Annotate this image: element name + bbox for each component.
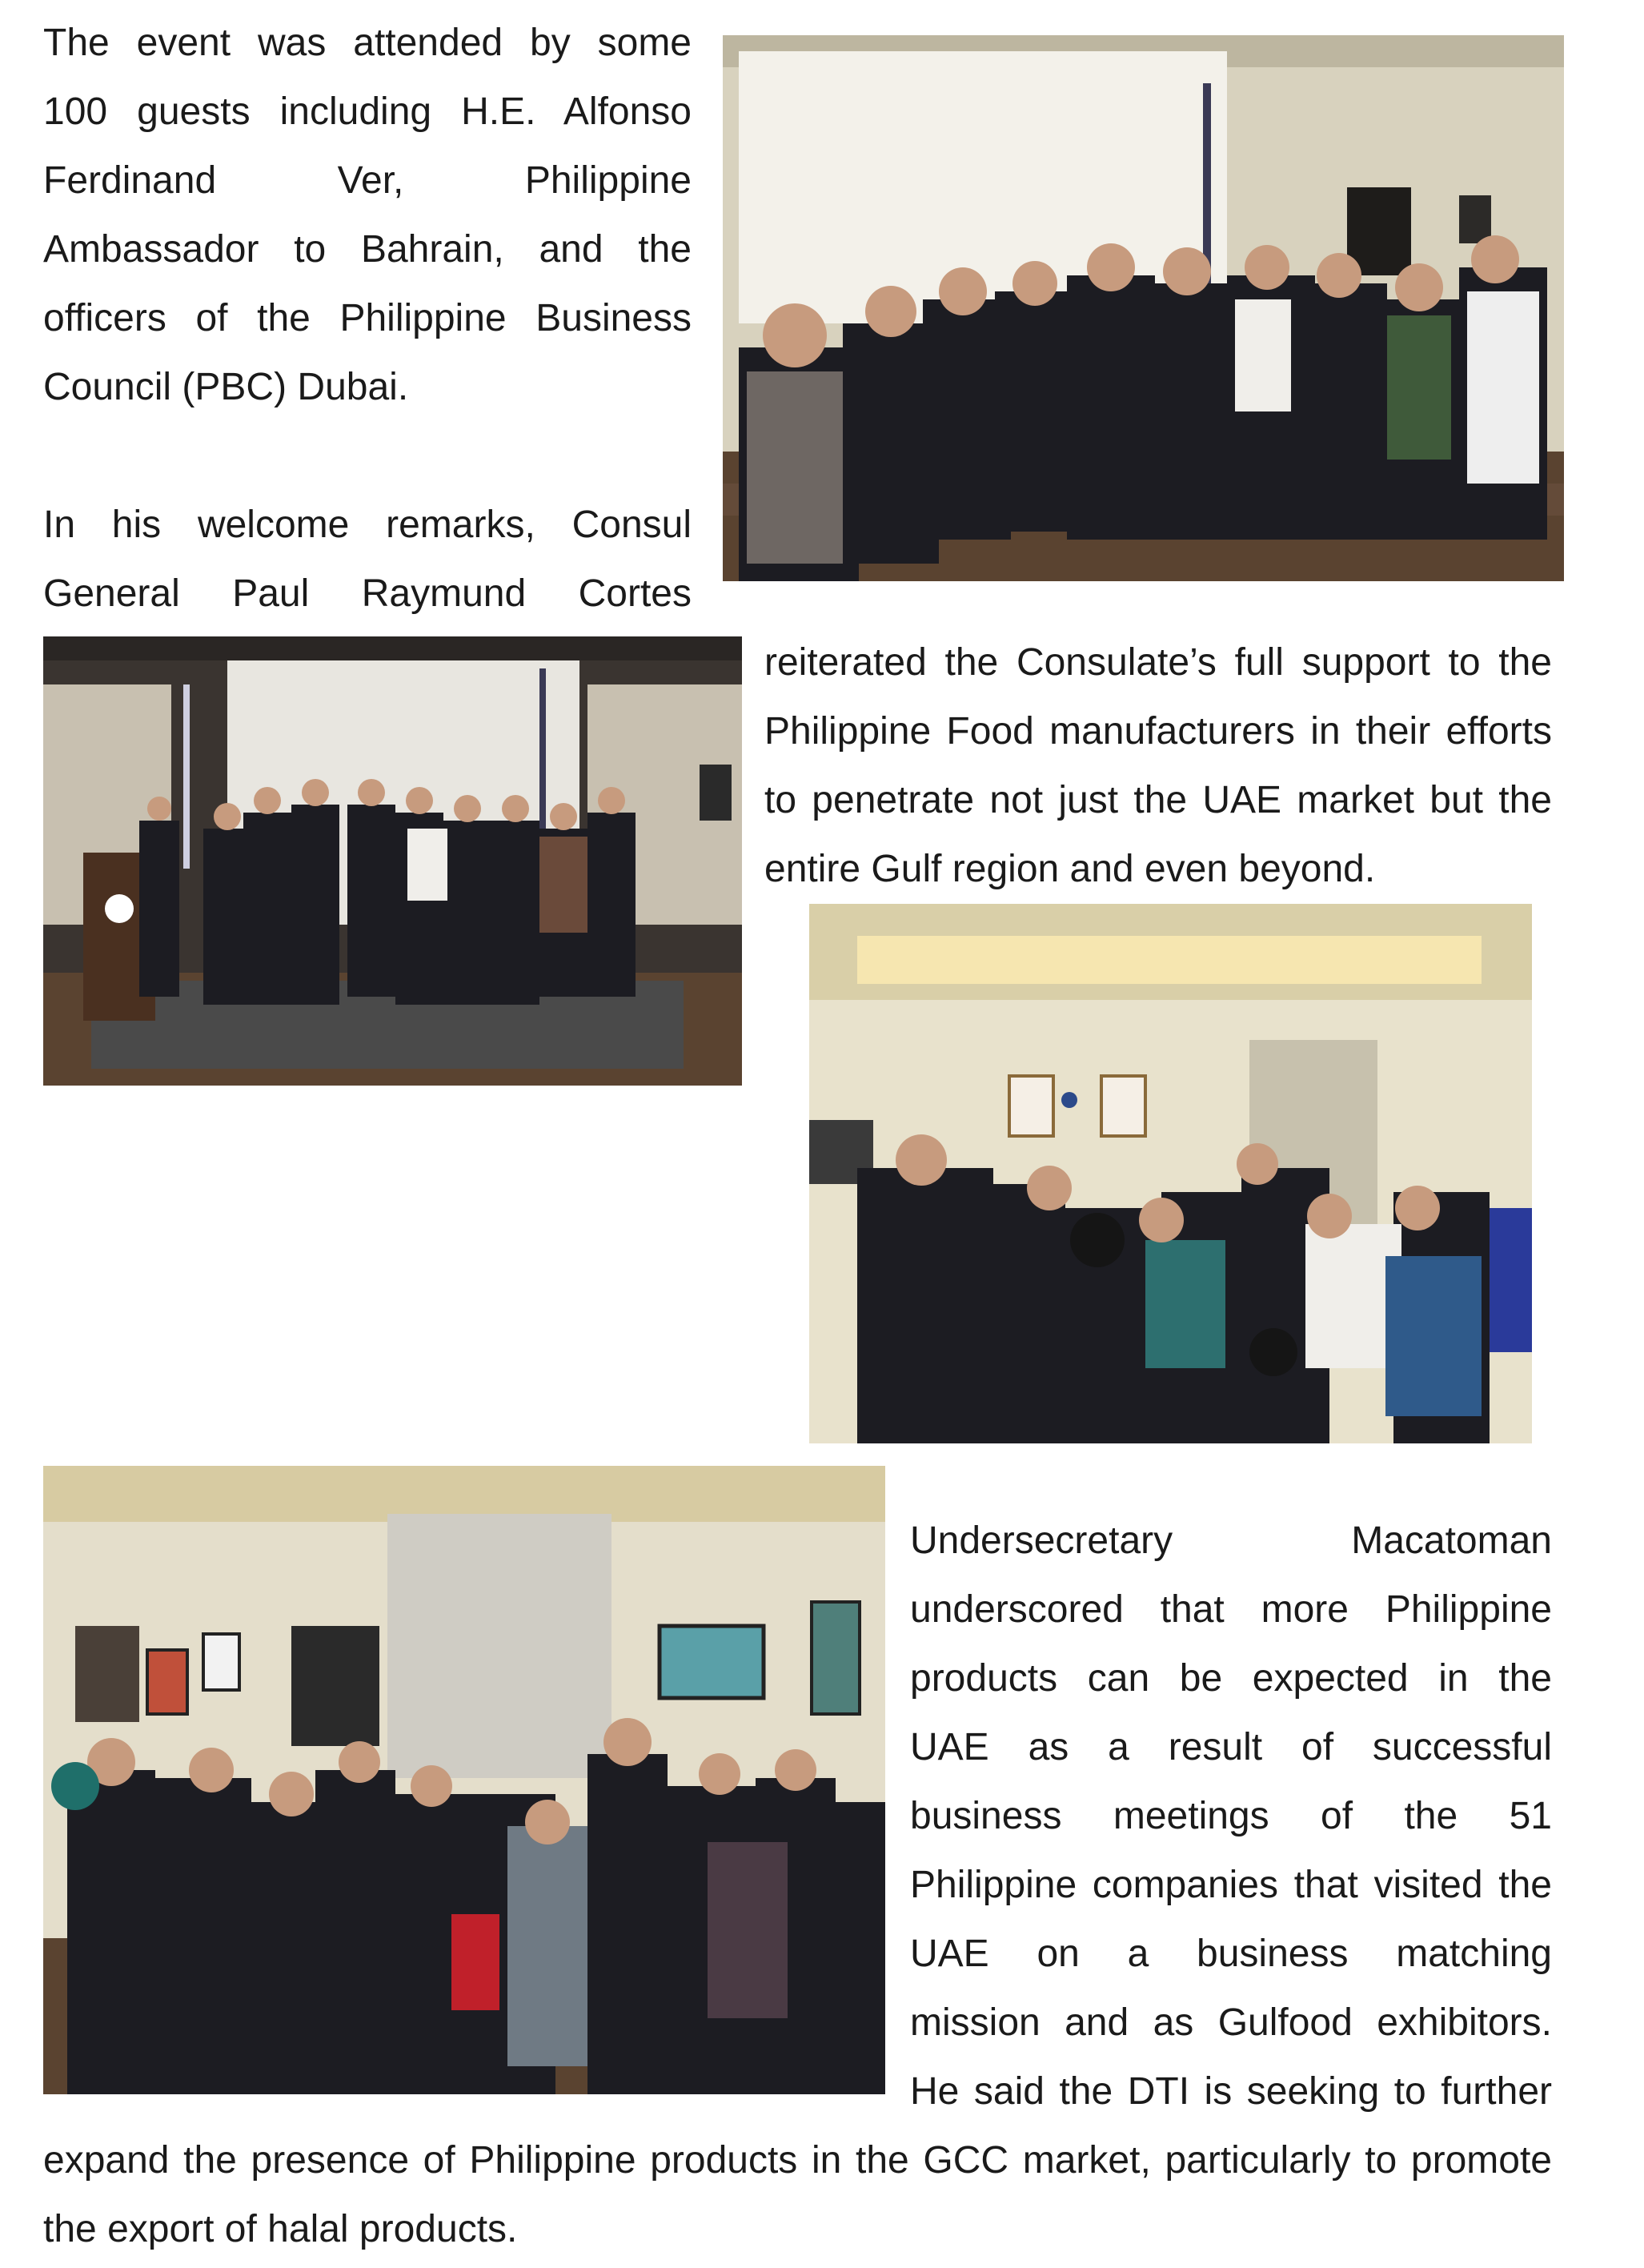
- gallery-reception-photo: [43, 1466, 885, 2094]
- text-line: Council (PBC) Dubai.: [43, 366, 409, 408]
- stage-group-photo: [43, 636, 742, 1086]
- text-line: Ambassador to Bahrain, and the: [43, 228, 692, 271]
- text-line: UAE as a result of successful: [910, 1726, 1552, 1768]
- stage-group-photo-image: [43, 636, 742, 1086]
- text-line: Ferdinand Ver, Philippine: [43, 159, 692, 202]
- text-line: business meetings of the 51: [910, 1795, 1552, 1837]
- text-line: reiterated the Consulate’s full support to the: [764, 641, 1552, 684]
- text-line: underscored that more Philippine: [910, 1588, 1552, 1631]
- text-line: Philippine Food manufacturers in their efforts: [764, 710, 1552, 753]
- text-line: The event was attended by some: [43, 22, 692, 64]
- text-line: 100 guests including H.E. Alfonso: [43, 90, 692, 133]
- text-line: to penetrate not just the UAE market but the: [764, 779, 1552, 821]
- text-line: expand the presence of Philippine products in the GCC market, particularly to promote: [43, 2139, 1552, 2182]
- text-line: Undersecretary Macatoman: [910, 1519, 1552, 1562]
- reception-networking-photo-image: [809, 904, 1532, 1443]
- text-line: UAE on a business matching: [910, 1933, 1552, 1975]
- text-line: He said the DTI is seeking to further: [910, 2070, 1552, 2113]
- text-line: General Paul Raymund Cortes: [43, 572, 692, 615]
- group-photo-guests: [723, 35, 1564, 581]
- text-line: In his welcome remarks, Consul: [43, 504, 692, 546]
- gallery-reception-photo-image: [43, 1466, 885, 2094]
- group-photo-guests-image: [723, 35, 1564, 581]
- text-line: entire Gulf region and even beyond.: [764, 848, 1376, 890]
- reception-networking-photo: [809, 904, 1532, 1443]
- text-line: the export of halal products.: [43, 2208, 518, 2250]
- text-line: mission and as Gulfood exhibitors.: [910, 2001, 1552, 2044]
- text-line: products can be expected in the: [910, 1657, 1552, 1700]
- text-line: Philippine companies that visited the: [910, 1864, 1552, 1906]
- text-line: officers of the Philippine Business: [43, 297, 692, 339]
